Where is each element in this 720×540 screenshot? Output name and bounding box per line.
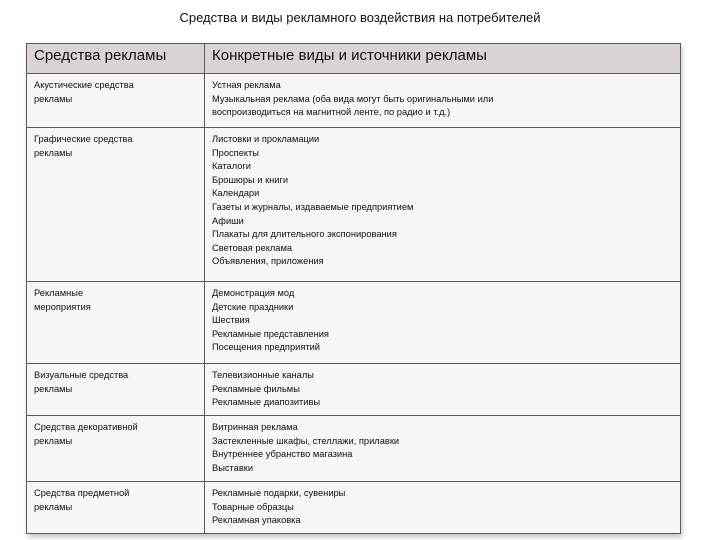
table-row: [27, 282, 681, 364]
item-line: Витринная реклама: [212, 422, 298, 432]
table-header-row: [27, 44, 681, 74]
item-line: Застекленные шкафы, стеллажи, прилавки: [212, 435, 400, 446]
category-cell: [27, 74, 205, 128]
item-line: Детские праздники: [212, 301, 294, 312]
category-line: рекламы: [34, 501, 73, 512]
category-line: Визуальные средства: [34, 370, 129, 380]
table-row: [27, 74, 681, 128]
item-line: Демонстрация мод: [212, 288, 295, 298]
item-line: Выставки: [212, 462, 254, 473]
table-row: [27, 128, 681, 282]
category-cell: [27, 282, 205, 364]
item-line: Рекламные диапозитивы: [212, 397, 321, 408]
category-line: мероприятия: [34, 301, 91, 312]
category-line: Рекламные: [34, 288, 84, 298]
items-cell: [205, 74, 681, 128]
item-line: Проспекты: [212, 147, 259, 158]
category-line: рекламы: [34, 147, 73, 158]
item-line: Брошюры и книги: [212, 174, 289, 185]
item-line: Листовки и прокламации: [212, 134, 320, 144]
table-container: [26, 43, 680, 534]
category-line: рекламы: [34, 435, 73, 446]
item-line: Рекламная упаковка: [212, 515, 301, 526]
item-line: Плакаты для длительного экспонирования: [212, 229, 397, 240]
category-cell: [27, 364, 205, 416]
category-line: рекламы: [34, 383, 73, 394]
item-line: Рекламные представления: [212, 328, 329, 339]
item-line: Афиши: [212, 215, 244, 226]
item-line: воспроизводиться на магнитной ленте, по радио и т.д.): [212, 107, 451, 118]
item-line: Устная реклама: [212, 80, 281, 90]
header-advertising-means: Средства рекламы: [27, 44, 205, 74]
category-cell: [27, 128, 205, 282]
item-line: Товарные образцы: [212, 501, 294, 512]
item-line: Внутреннее убранство магазина: [212, 449, 353, 460]
table-row: [27, 416, 681, 482]
category-line: Графические средства: [34, 134, 133, 144]
item-line: Каталоги: [212, 161, 251, 172]
item-line: Музыкальная реклама (оба вида могут быть оригинальными или: [212, 93, 494, 104]
advertising-table: [26, 43, 681, 534]
item-line: Шествия: [212, 315, 250, 326]
category-cell: [27, 482, 205, 534]
table-row: [27, 364, 681, 416]
item-line: Календари: [212, 188, 260, 199]
category-line: рекламы: [34, 93, 73, 104]
item-line: Рекламные фильмы: [212, 383, 300, 394]
table-row: [27, 482, 681, 534]
item-line: Объявления, приложения: [212, 256, 324, 267]
items-cell: [205, 128, 681, 282]
items-cell: [205, 282, 681, 364]
category-cell: [27, 416, 205, 482]
item-line: Газеты и журналы, издаваемые предприятием: [212, 201, 414, 212]
items-cell: [205, 482, 681, 534]
items-cell: [205, 416, 681, 482]
item-line: Посещения предприятий: [212, 342, 321, 353]
page-title: Средства и виды рекламного воздействия на потребителей: [179, 10, 541, 25]
item-line: Световая реклама: [212, 242, 293, 253]
category-line: Акустические средства: [34, 80, 134, 90]
items-cell: [205, 364, 681, 416]
item-line: Рекламные подарки, сувениры: [212, 488, 346, 498]
header-advertising-types: Конкретные виды и источники рекламы: [205, 44, 681, 74]
category-line: Средства декоративной: [34, 422, 138, 432]
item-line: Телевизионные каналы: [212, 370, 314, 380]
category-line: Средства предметной: [34, 488, 130, 498]
